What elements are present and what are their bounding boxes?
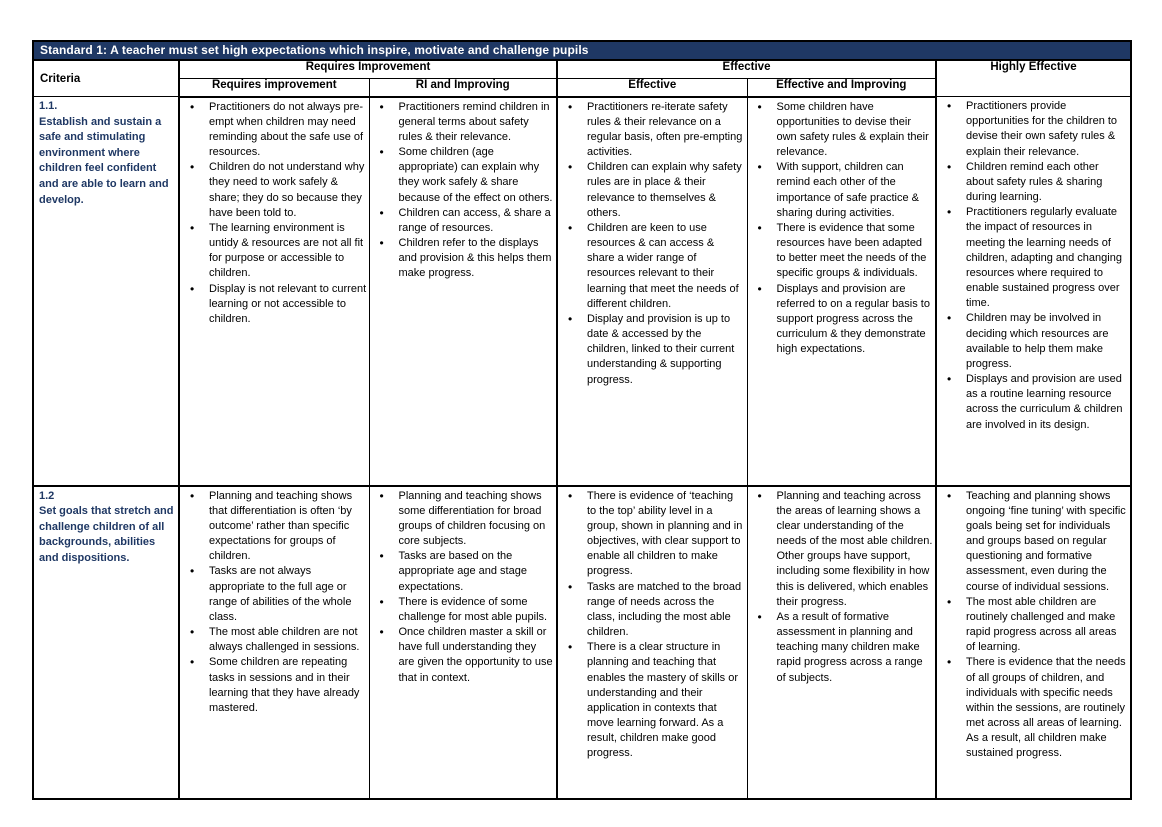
bullet-item: • With support, children can remind each other of the importance of safe practice & sharing during activities.	[748, 160, 934, 221]
bullet-item: • Practitioners regularly evaluate the impact of resources in meeting the learning needs of children, adapting and changing resources where required to enable sustained progress over time.	[937, 205, 1128, 311]
bullet-item: • Some children (age appropriate) can explain why they work safely & share because of the effect on others.	[370, 145, 555, 206]
bullet-list	[748, 489, 934, 686]
bullet-item: • The most able children are routinely challenged and make rapid progress across all areas of learning.	[937, 595, 1128, 656]
cell-1-1-highly-effective	[936, 97, 1131, 486]
bullet-item: • Some children have opportunities to devise their own safety rules & explain their relevance.	[748, 100, 934, 161]
bullet-item: • Children refer to the displays and provision & this helps them make progress.	[370, 236, 555, 282]
cell-1-1-requires-improvement	[179, 97, 369, 486]
column-header-ri-and-improving: RI and Improving	[369, 78, 557, 96]
bullet-list	[937, 99, 1128, 433]
bullet-item: • Display is not relevant to current learning or not accessible to children.	[180, 282, 367, 328]
column-header-effective: Effective	[557, 78, 747, 96]
cell-1-2-ri-and-improving	[369, 486, 557, 799]
cell-1-2-effective	[557, 486, 747, 799]
table-row-1-2	[33, 486, 1131, 799]
criteria-description: Set goals that stretch and challenge children of all backgrounds, abilities and dispositions.	[39, 505, 174, 564]
bullet-item: • There is evidence that the needs of all groups of children, and individuals with specific needs within the sessions, are routinely met across all areas of learning. As a result, all children make sustained progress.	[937, 655, 1128, 761]
bullet-item: • Planning and teaching shows some differentiation for broad groups of children focusing on core subjects.	[370, 489, 555, 550]
bullet-item: • Practitioners provide opportunities for the children to devise their own safety rules & explain their relevance.	[937, 99, 1128, 160]
bullet-item: • Teaching and planning shows ongoing ‘fine tuning’ with specific goals being set for individuals and groups based on regular questioning and formative assessment, even during the course of individual sessions.	[937, 489, 1128, 595]
standard-title: Standard 1: A teacher must set high expectations which inspire, motivate and challenge pupils	[33, 41, 1131, 60]
bullet-list	[370, 489, 555, 686]
bullet-item: • Planning and teaching across the areas of learning shows a clear understanding of the needs of the most able children. Other groups have support, including some flexibility in how this is delivered, which enables their progress.	[748, 489, 934, 610]
cell-1-2-requires-improvement	[179, 486, 369, 799]
criteria-id: 1.2	[39, 489, 55, 502]
bullet-item: • Children may be involved in deciding which resources are available to help them make progress.	[937, 311, 1128, 372]
bullet-item: • There is evidence that some resources have been adapted to better meet the needs of the specific groups & individuals.	[748, 221, 934, 282]
bullet-list	[937, 489, 1128, 762]
cell-1-2-effective-and-improving	[747, 486, 936, 799]
bullet-item: • Children remind each other about safety rules & sharing during learning.	[937, 160, 1128, 206]
bullet-item: • Tasks are based on the appropriate age and stage expectations.	[370, 549, 555, 595]
table-row-1-1	[33, 97, 1131, 486]
column-header-highly-effective: Highly Effective	[936, 60, 1131, 97]
bullet-item: • Tasks are matched to the broad range of needs across the class, including the most able children.	[558, 580, 745, 641]
bullet-list	[748, 100, 934, 358]
cell-1-1-ri-and-improving	[369, 97, 557, 486]
bullet-item: • Displays and provision are used as a routine learning resource across the curriculum & children are involved in its design.	[937, 372, 1128, 433]
bullet-item: • There is a clear structure in planning and teaching that enables the mastery of skills or understanding and their application in contexts that move learning forward. As a result, children make good progress.	[558, 640, 745, 761]
bullet-item: • Displays and provision are referred to on a regular basis to support progress across the curriculum & they demonstrate high expectations.	[748, 282, 934, 358]
column-group-requires-improvement: Requires Improvement	[179, 60, 557, 78]
bullet-item: • Display and provision is up to date & accessed by the children, linked to their current understanding & supporting progress.	[558, 312, 745, 388]
bullet-list	[558, 100, 745, 388]
bullet-item: • Practitioners do not always pre-empt when children may need reminding about the safe use of resources.	[180, 100, 367, 161]
bullet-item: • As a result of formative assessment in planning and teaching many children make rapid progress across a range of subjects.	[748, 610, 934, 686]
column-header-criteria: Criteria	[33, 60, 179, 97]
criteria-id: 1.1.	[39, 100, 58, 112]
criteria-cell-1-2	[33, 486, 179, 799]
bullet-item: • Practitioners re-iterate safety rules & their relevance on a regular basis, often pre-empting activities.	[558, 100, 745, 161]
bullet-list	[558, 489, 745, 762]
criteria-cell-1-1	[33, 97, 179, 486]
bullet-item: • Children are keen to use resources & can access & share a wider range of resources relevant to their learning that meet the needs of different children.	[558, 221, 745, 312]
cell-1-1-effective-and-improving	[747, 97, 936, 486]
cell-1-2-highly-effective	[936, 486, 1131, 799]
bullet-item: • Tasks are not always appropriate to the full age or range of abilities of the whole class.	[180, 564, 367, 625]
bullet-item: • Children can access, & share a range of resources.	[370, 206, 555, 236]
column-group-effective: Effective	[557, 60, 936, 78]
bullet-list	[180, 100, 367, 328]
bullet-item: • Practitioners remind children in general terms about safety rules & their relevance.	[370, 100, 555, 146]
document-page	[32, 40, 1132, 800]
bullet-item: • The learning environment is untidy & resources are not all fit for purpose or accessible to children.	[180, 221, 367, 282]
bullet-list	[180, 489, 367, 717]
title-row	[33, 41, 1131, 60]
bullet-list	[370, 100, 555, 282]
bullet-item: • There is evidence of some challenge for most able pupils.	[370, 595, 555, 625]
bullet-item: • Once children master a skill or have full understanding they are given the opportunity to use that in context.	[370, 625, 555, 686]
bullet-item: • Children do not understand why they need to work safely & share; they do so because they have been told to.	[180, 160, 367, 221]
header-group-row	[33, 60, 1131, 78]
bullet-item: • There is evidence of ‘teaching to the top’ ability level in a group, shown in planning and in objectives, with clear support to enable all children to make progress.	[558, 489, 745, 580]
bullet-item: • Planning and teaching shows that differentiation is often ‘by outcome’ rather than specific expectations for groups of children.	[180, 489, 367, 565]
standards-rubric-table	[32, 40, 1132, 800]
column-header-requires-improvement: Requires improvement	[179, 78, 369, 96]
column-header-effective-and-improving: Effective and Improving	[747, 78, 936, 96]
criteria-description: Establish and sustain a safe and stimulating environment where children feel confident and are able to learn and develop.	[39, 115, 169, 206]
bullet-item: • The most able children are not always challenged in sessions.	[180, 625, 367, 655]
cell-1-1-effective	[557, 97, 747, 486]
bullet-item: • Children can explain why safety rules are in place & their relevance to themselves & others.	[558, 160, 745, 221]
bullet-item: • Some children are repeating tasks in sessions and in their learning that they have already mastered.	[180, 655, 367, 716]
